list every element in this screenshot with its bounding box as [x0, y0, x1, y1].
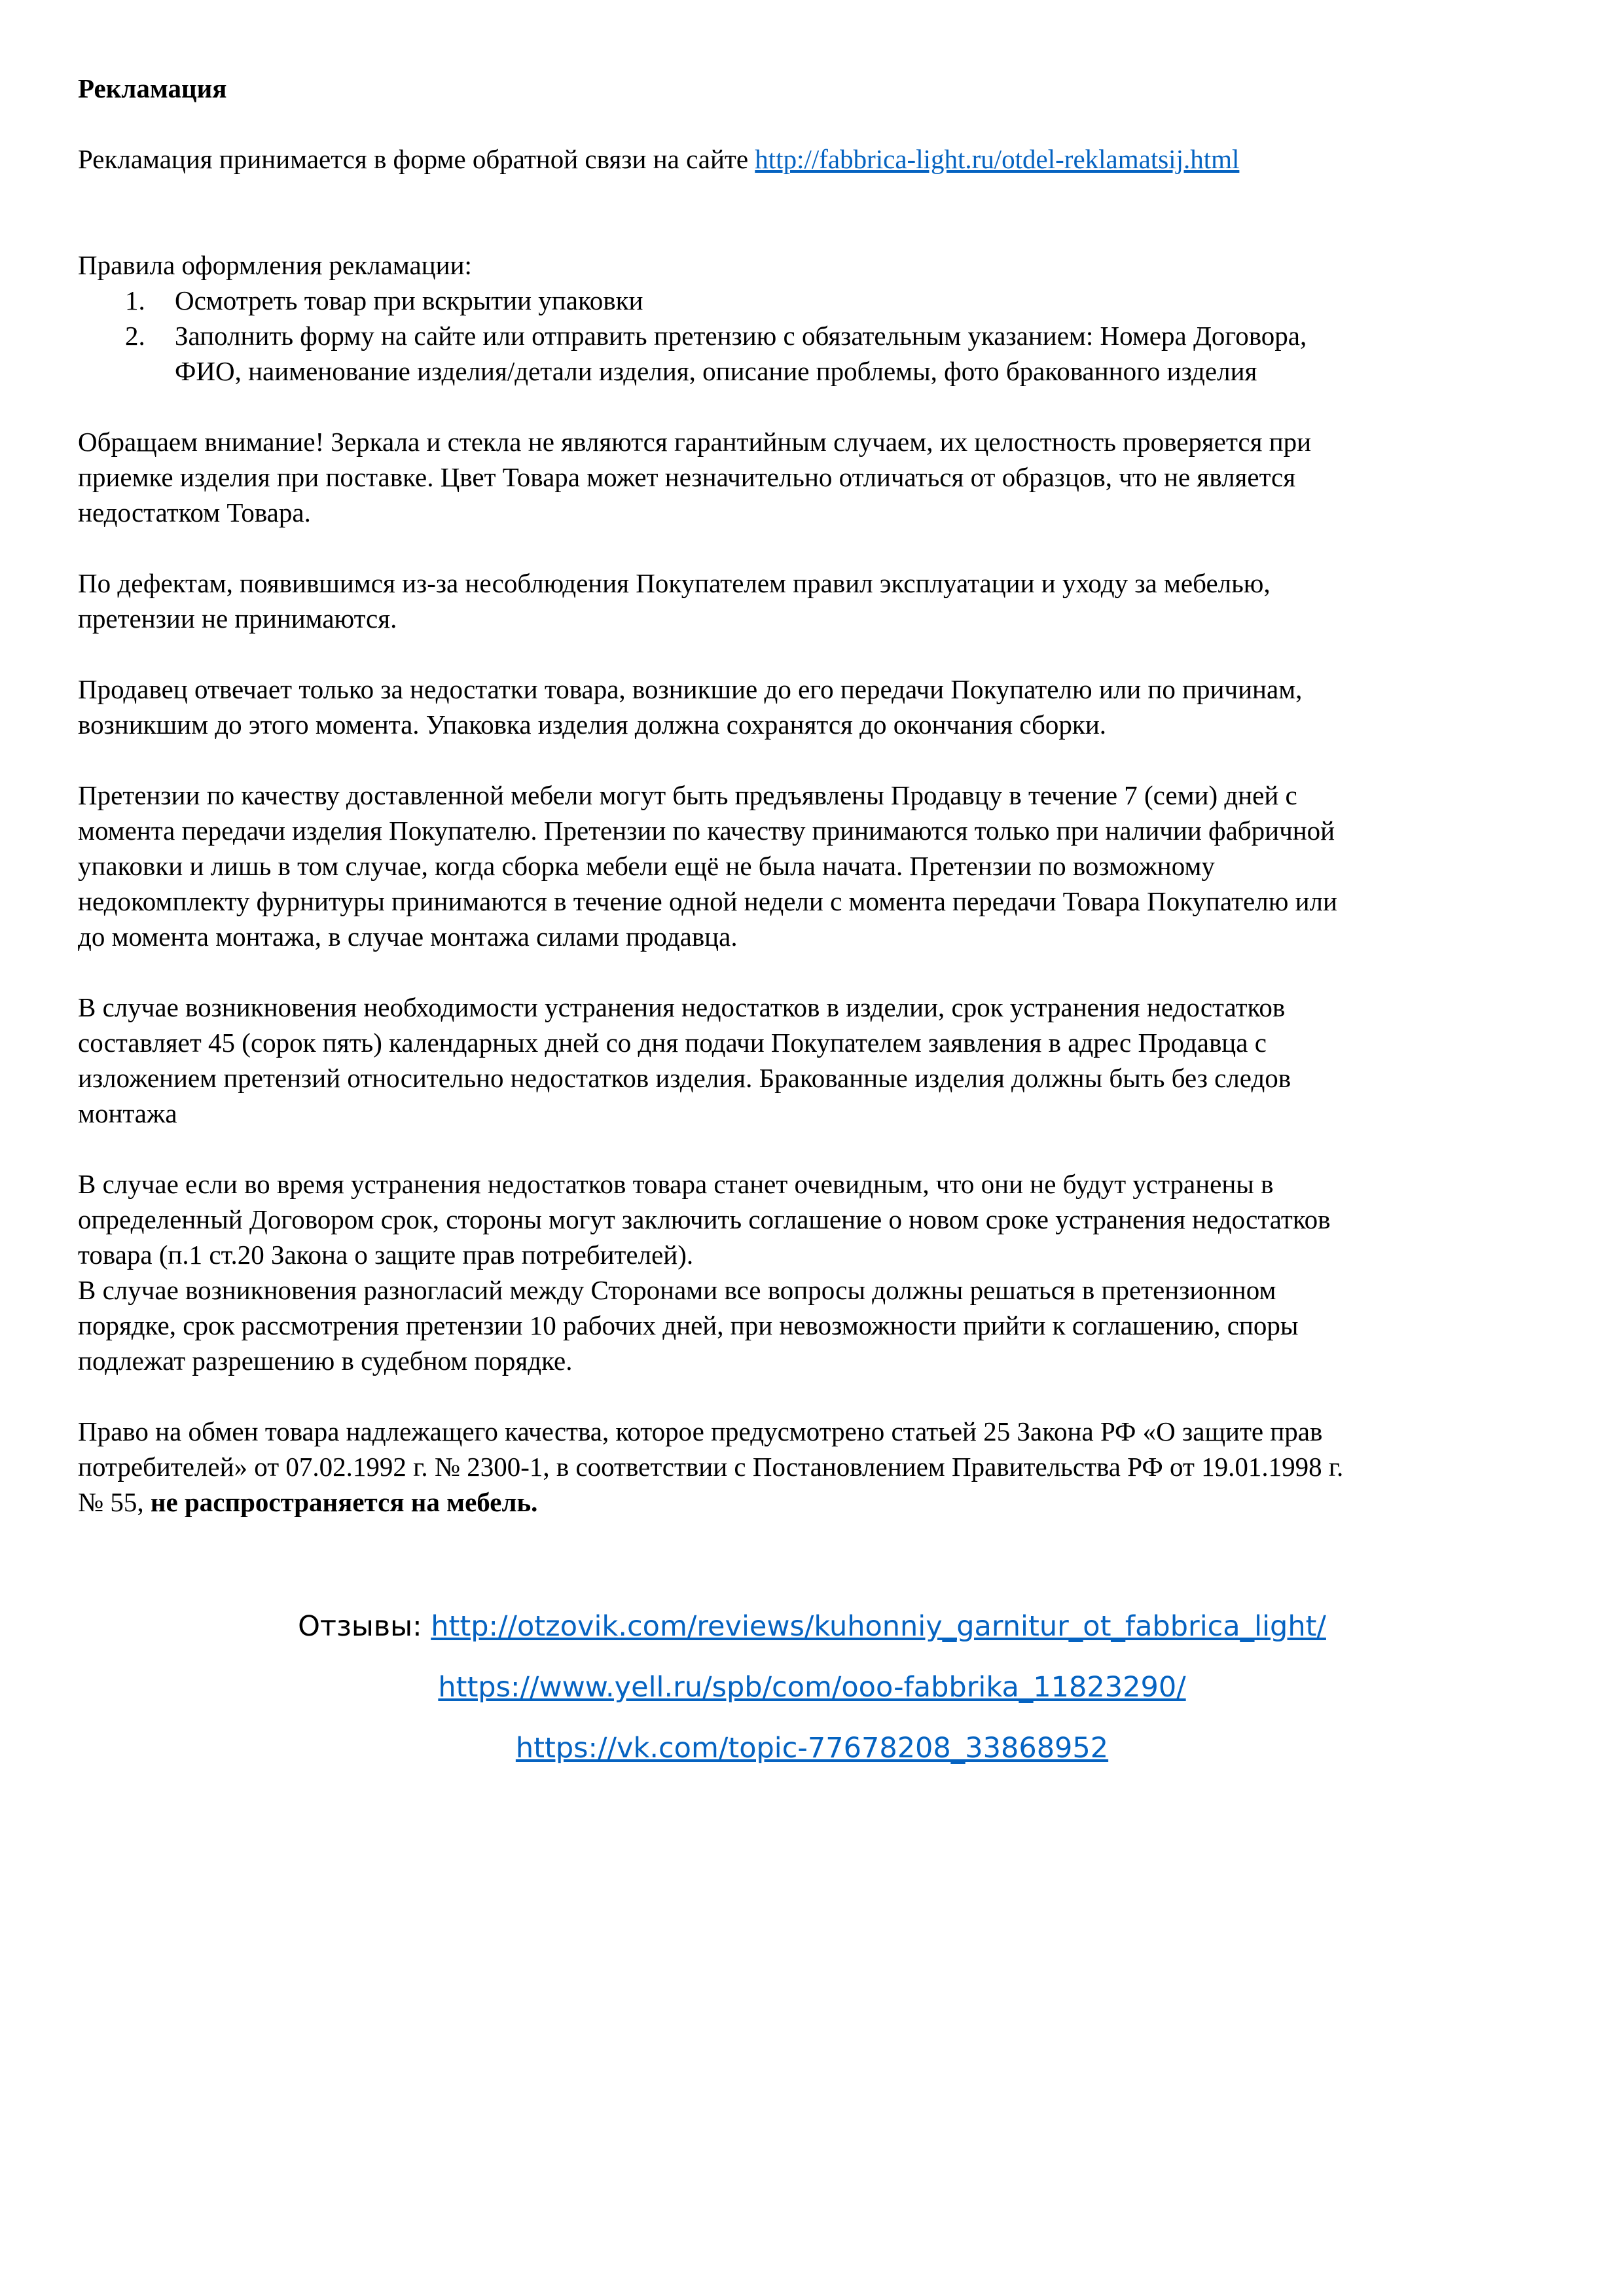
document-body — [78, 71, 1557, 1520]
intro-text: Рекламация принимается в форме обратной связи на сайте — [78, 144, 755, 174]
repair-term-paragraph — [78, 990, 1557, 1131]
intro-paragraph — [78, 141, 1557, 177]
text-line: По дефектам, появившимся из-за несоблюдения Покупателем правил эксплуатации и уходу за мебелью, — [78, 568, 1271, 598]
text-line: приемке изделия при поставке. Цвет Товара может незначительно отличаться от образцов, что не является — [78, 462, 1296, 492]
defects-paragraph — [78, 565, 1557, 636]
reviews-line-yell — [0, 1668, 1624, 1707]
text-line: Претензии по качеству доставленной мебели могут быть предъявлены Продавцу в течение 7 (семи) дней с — [78, 780, 1297, 810]
review-link-otzovik[interactable]: http://otzovik.com/reviews/kuhonniy_garnitur_ot_fabbrica_light/ — [431, 1610, 1326, 1643]
reviews-label: Отзывы: — [298, 1610, 431, 1643]
quality-claims-paragraph — [78, 778, 1557, 954]
text-line: изложением претензий относительно недостатков изделия. Бракованные изделия должны быть без следов — [78, 1063, 1291, 1093]
text-line: Право на обмен товара надлежащего качества, которое предусмотрено статьей 25 Закона РФ «О защите прав — [78, 1416, 1323, 1446]
glass-mirror-paragraph — [78, 424, 1557, 530]
text-line: товара (п.1 ст.20 Закона о защите прав потребителей). — [78, 1240, 694, 1270]
text-line: подлежат разрешению в судебном порядке. — [78, 1346, 573, 1376]
disputes-paragraph — [78, 1166, 1557, 1378]
seller-responsibility-paragraph — [78, 672, 1557, 742]
text-line: монтажа — [78, 1098, 177, 1128]
text-line: В случае возникновения разногласий между Сторонами все вопросы должны решаться в претензионном — [78, 1275, 1276, 1305]
text-line: до момента монтажа, в случае монтажа силами продавца. — [78, 922, 738, 952]
reviews-line-vk — [0, 1729, 1624, 1768]
text-line: возникшим до этого момента. Упаковка изделия должна сохранятся до окончания сборки. — [78, 709, 1107, 740]
text-line: упаковки и лишь в том случае, когда сборка мебели ещё не была начата. Претензии по возможному — [78, 851, 1215, 881]
text-line: В случае если во время устранения недостатков товара станет очевидным, что они не будут устранены в — [78, 1169, 1274, 1199]
text-line: Продавец отвечает только за недостатки товара, возникшие до его передачи Покупателю или по причинам, — [78, 674, 1303, 704]
text-line: недокомплекту фурнитуры принимаются в течение одной недели с момента передачи Товара Покупателю или — [78, 886, 1337, 916]
text-line: порядке, срок рассмотрения претензии 10 рабочих дней, при невозможности прийти к соглашению, споры — [78, 1310, 1299, 1340]
text-line: момента передачи изделия Покупателю. Претензии по качеству принимаются только при наличии фабричной — [78, 816, 1335, 846]
text-line: претензии не принимаются. — [78, 603, 397, 634]
review-link-yell[interactable]: https://www.yell.ru/spb/com/ooo-fabbrika_11823290/ — [438, 1671, 1186, 1704]
reviews-line-otzovik — [0, 1607, 1624, 1646]
list-item-text-continued: ФИО, наименование изделия/детали изделия, описание проблемы, фото бракованного изделия — [175, 356, 1257, 386]
exchange-right-paragraph — [78, 1414, 1557, 1520]
list-number: 1. — [125, 285, 145, 315]
text-line: № 55, — [78, 1487, 151, 1517]
review-link-vk[interactable]: https://vk.com/topic-77678208_33868952 — [515, 1732, 1109, 1765]
text-line: составляет 45 (сорок пять) календарных дней со дня подачи Покупателем заявления в адрес Продавца с — [78, 1028, 1267, 1058]
reclamation-form-link[interactable]: http://fabbrica-light.ru/otdel-reklamatsij.html — [755, 144, 1240, 174]
page-title: Рекламация — [78, 73, 227, 103]
text-line: недостатком Товара. — [78, 497, 311, 528]
text-line: потребителей» от 07.02.1992 г. № 2300-1, в соответствии с Постановлением Правительства РФ от 19.01.1998 г. — [78, 1452, 1344, 1482]
list-number: 2. — [125, 321, 145, 351]
text-line: В случае возникновения необходимости устранения недостатков в изделии, срок устранения недостатков — [78, 992, 1286, 1022]
rules-title: Правила оформления рекламации: — [78, 250, 472, 280]
bold-emphasis-text: не распространяется на мебель. — [150, 1487, 538, 1517]
rules-list-item — [78, 318, 1557, 389]
text-line: определенный Договором срок, стороны могут заключить соглашение о новом сроке устранения недостатков — [78, 1204, 1331, 1234]
rules-list — [78, 283, 1557, 389]
list-item-text: Осмотреть товар при вскрытии упаковки — [175, 285, 643, 315]
text-line: Обращаем внимание! Зеркала и стекла не являются гарантийным случаем, их целостность проверяется при — [78, 427, 1312, 457]
rules-list-item — [78, 283, 1557, 318]
list-item-text: Заполнить форму на сайте или отправить претензию с обязательным указанием: Номера Договора, — [175, 321, 1307, 351]
